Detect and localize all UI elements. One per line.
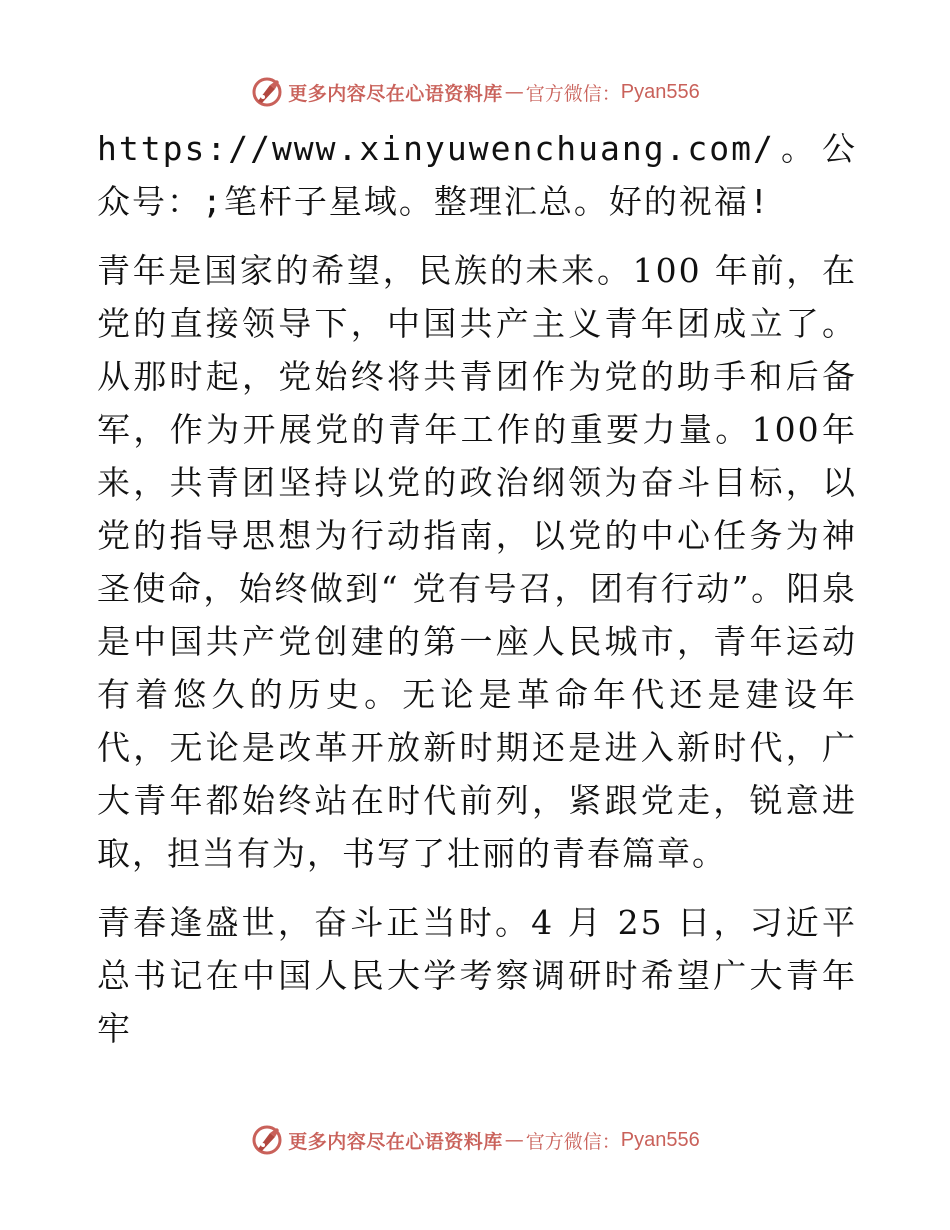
pen-nib-logo-icon xyxy=(250,75,284,109)
paragraph-source-link: https://www.xinyuwenchuang.com/。公众号：;笔杆子星域。整理汇总。好的祝福! xyxy=(97,129,857,221)
header-banner xyxy=(0,72,950,112)
paragraph-youth-struggle: 青春逢盛世，奋斗正当时。4 月 25 日，习近平总书记在中国人民大学考察调研时希望广大青年牢 xyxy=(97,903,857,1048)
footer-banner xyxy=(0,1120,950,1160)
banner-separator: — xyxy=(504,1129,524,1151)
banner-wechat-label: 官方微信： xyxy=(525,82,621,105)
document-body xyxy=(97,122,857,1055)
banner-wechat-label: 官方微信： xyxy=(525,1130,621,1153)
banner-brand-text: 更多内容尽在心语资料库 xyxy=(288,82,503,105)
banner-brand-text: 更多内容尽在心语资料库 xyxy=(288,1130,503,1153)
paragraph-youth-history: 青年是国家的希望，民族的未来。100 年前，在党的直接领导下，中国共产主义青年团成立了。从那时起，党始终将共青团作为党的助手和后备军，作为开展党的青年工作的重要力量。100年来，共青团坚持以党的政治纲领为奋斗目标，以党的指导思想为行动指南，以党的中心任务为神圣使命，始终做到“ 党有号召，团有行动”。阳泉是中国共产党创建的第一座人民城市，青年运动有着悠久的历史。无论是革命年代还是建设年代，无论是改革开放新时期还是进入新时代，广大青年都始终站在时代前列，紧跟党走，锐意进取，担当有为，书写了壮丽的青春篇章。 xyxy=(97,251,857,873)
banner-separator: — xyxy=(504,81,524,103)
banner-wechat-id: Pyan556 xyxy=(620,80,700,103)
pen-nib-logo-icon xyxy=(250,1123,284,1157)
banner-wechat-id: Pyan556 xyxy=(620,1128,700,1151)
